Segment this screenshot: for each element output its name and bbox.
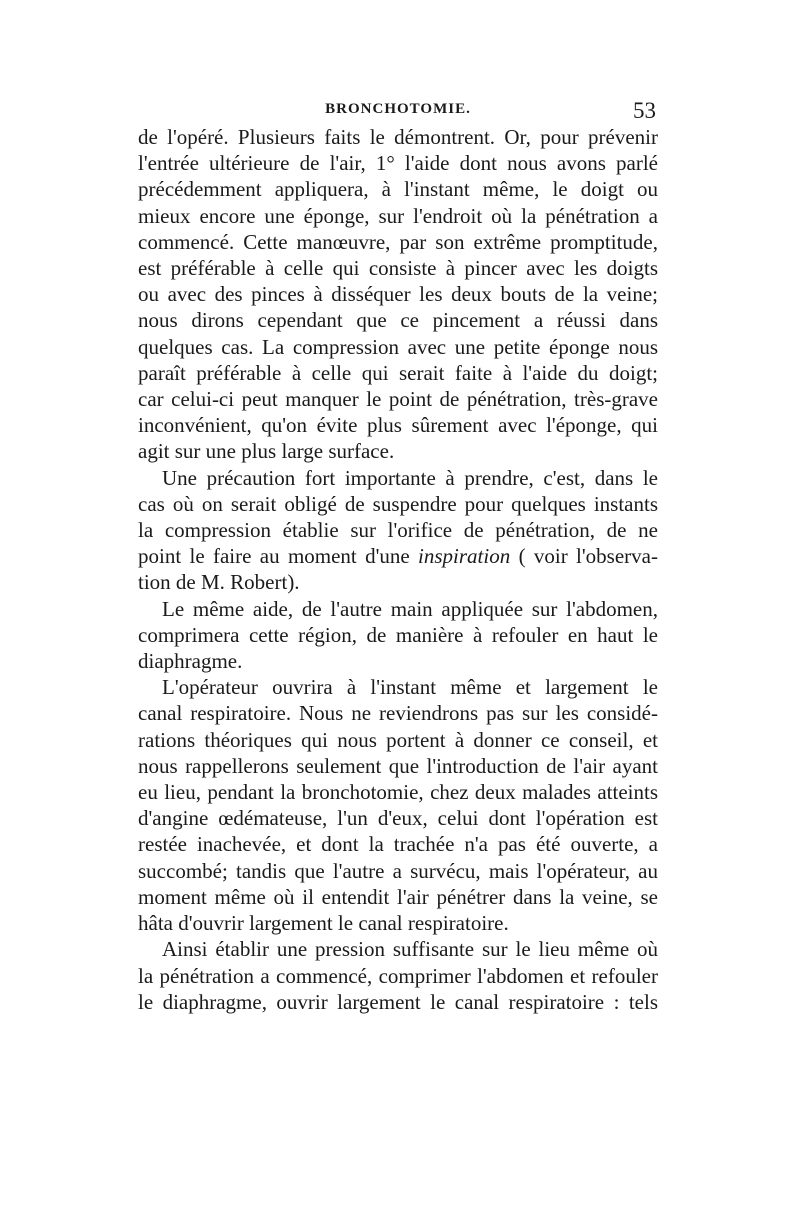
text-line: agit sur une plus large surface. — [138, 439, 395, 464]
text-line: L'opérateur ouvrira à l'instant même et largement le — [162, 675, 658, 700]
text-line: hâta d'ouvrir largement le canal respiratoire. — [138, 911, 509, 936]
text-segment: ( voir l'observa- — [510, 544, 658, 569]
text-line: d'angine œdémateuse, l'un d'eux, celui dont l'opération est — [138, 806, 658, 831]
text-line: la pénétration a commencé, comprimer l'abdomen et refouler — [138, 963, 658, 988]
body-text — [138, 124, 658, 1015]
text-line: de l'opéré. Plusieurs faits le démontrent. Or, pour prévenir — [138, 125, 658, 149]
text-line: car celui-ci peut manquer le point de pénétration, très-grave — [138, 387, 658, 412]
text-segment: point le faire au moment d'une — [138, 544, 419, 569]
text-line: la compression établie sur l'orifice de pénétration, de ne — [138, 518, 658, 543]
text-line: tion de M. Robert). — [138, 570, 300, 595]
text-line: paraît préférable à celle qui serait faite à l'aide du doigt; — [138, 360, 658, 385]
text-line: nous rappellerons seulement que l'introduction de l'air ayant — [138, 753, 658, 778]
text-line: moment même où il entendit l'air pénétrer dans la veine, se — [138, 884, 658, 909]
text-line: comprimera cette région, de manière à refouler en haut le — [138, 622, 658, 647]
text-line: le diaphragme, ouvrir largement le canal respiratoire : tels — [138, 989, 658, 1014]
text-line: est préférable à celle qui consiste à pincer avec les doigts — [138, 256, 658, 281]
text-line: cas où on serait obligé de suspendre pour quelques instants — [138, 491, 658, 516]
text-line: Le même aide, de l'autre main appliquée sur l'abdomen, — [162, 596, 658, 621]
text-line: quelques cas. La compression avec une petite éponge nous — [138, 334, 658, 359]
text-line: nous dirons cependant que ce pincement a réussi dans — [138, 308, 658, 333]
text-line: précédemment appliquera, à l'instant même, le doigt ou — [138, 177, 658, 202]
italic-word: inspiration — [418, 544, 511, 569]
paragraph-4 — [138, 674, 658, 936]
running-head — [138, 98, 658, 122]
text-line: Ainsi établir une pression suffisante sur le lieu même où — [162, 937, 658, 962]
paragraph-1 — [138, 124, 658, 465]
text-line: inconvénient, qu'on évite plus sûrement avec l'éponge, qui — [138, 413, 658, 438]
text-line: succombé; tandis que l'autre a survécu, mais l'opérateur, au — [138, 858, 658, 883]
paragraph-3 — [138, 596, 658, 675]
paragraph-5 — [138, 936, 658, 1015]
text-line: Une précaution fort importante à prendre, c'est, dans le — [162, 465, 658, 490]
text-line: rations théoriques qui nous portent à donner ce conseil, et — [138, 727, 658, 752]
text-line: canal respiratoire. Nous ne reviendrons pas sur les considé- — [138, 701, 658, 726]
text-line: commencé. Cette manœuvre, par son extrême promptitude, — [138, 229, 658, 254]
text-line: restée inachevée, et dont la trachée n'a pas été ouverte, a — [138, 832, 658, 857]
running-title: BRONCHOTOMIE. — [325, 101, 471, 117]
text-line: ou avec des pinces à disséquer les deux bouts de la veine; — [138, 282, 658, 307]
text-line: eu lieu, pendant la bronchotomie, chez deux malades atteints — [138, 780, 658, 805]
text-line: l'entrée ultérieure de l'air, 1° l'aide dont nous avons parlé — [138, 151, 658, 176]
page-number: 53 — [633, 98, 656, 123]
paragraph-2 — [138, 465, 658, 596]
text-line: mieux encore une éponge, sur l'endroit où la pénétration a — [138, 203, 658, 228]
text-line: diaphragme. — [138, 649, 243, 674]
text-line-with-italic — [138, 543, 658, 569]
